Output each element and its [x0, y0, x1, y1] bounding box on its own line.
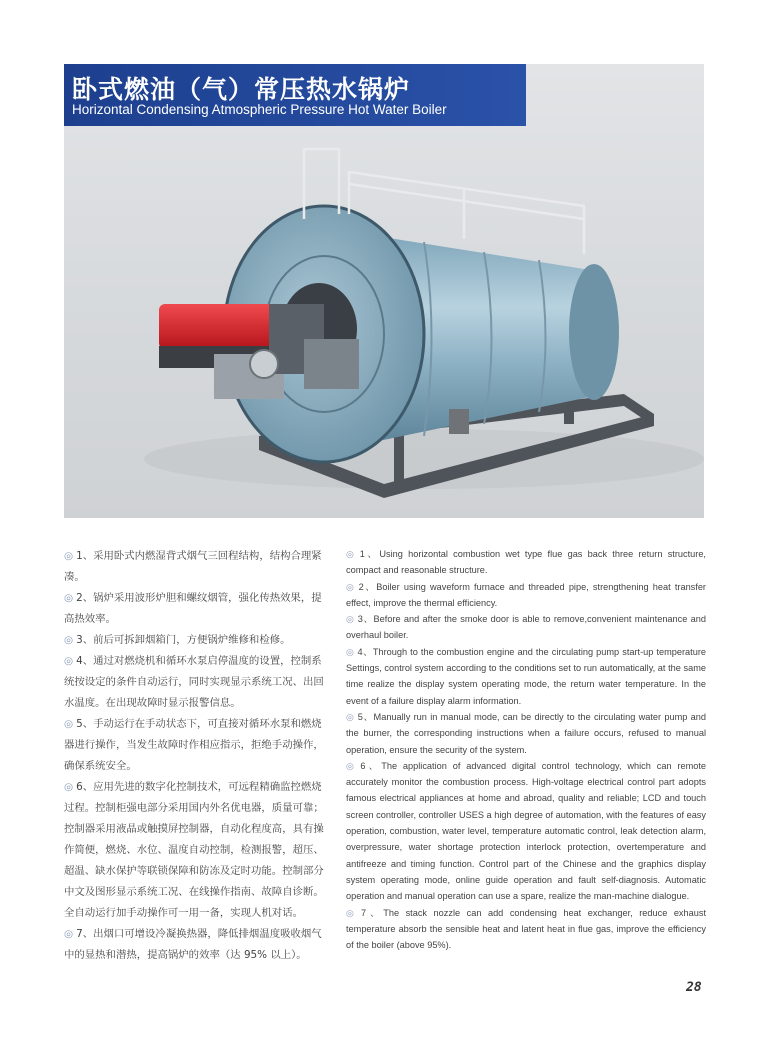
bullet-icon: ◎	[346, 711, 355, 722]
bullet-icon: ◎	[346, 760, 358, 771]
feature-item-cn: ◎ 3、前后可拆卸烟箱门，方便锅炉维修和检修。	[64, 634, 291, 646]
bullet-icon: ◎	[64, 781, 74, 793]
feature-item-en: ◎ 5、Manually run in manual mode, can be directly to the circulating water pump and the burner, the corresponding instructions when a failure occurs, refused to manual operation, ensure the security of the system.	[346, 711, 706, 755]
bullet-icon: ◎	[64, 634, 74, 646]
feature-item-cn: ◎ 7、出烟口可增设冷凝换热器，降低排烟温度吸收烟气中的显热和潜热，提高锅炉的效率（达 95% 以上）。	[64, 928, 322, 961]
bullet-icon: ◎	[346, 549, 357, 559]
bullet-icon: ◎	[64, 550, 74, 562]
feature-item-en: ◎ 4、Through to the combustion engine and the circulating pump start-up temperature Settings, control system according to the conditions set to run automatically, at the same time realize the display system operating mode, the return water temperature. In the event of a failure display alarm information.	[346, 646, 706, 706]
page-title-en: Horizontal Condensing Atmospheric Pressure Hot Water Boiler	[72, 102, 447, 117]
feature-item-cn: ◎ 5、手动运行在手动状态下，可直接对循环水泵和燃烧器进行操作，当发生故障时作相应指示，拒绝手动操作，确保系统安全。	[64, 718, 324, 772]
bullet-icon: ◎	[64, 592, 74, 604]
bullet-icon: ◎	[346, 581, 356, 592]
feature-item-cn: ◎ 4、通过对燃烧机和循环水泵启停温度的设置，控制系统按设定的条件自动运行，同时实现显示系统工况、出回水温度。在出现故障时显示报警信息。	[64, 655, 324, 709]
product-photo	[64, 64, 704, 518]
page-number: 28	[686, 980, 702, 995]
feature-item-cn: ◎ 1、采用卧式内燃湿背式烟气三回程结构，结构合理紧凑。	[64, 550, 322, 583]
boiler-illustration	[64, 64, 704, 518]
features-list-en	[346, 546, 706, 953]
page-title-cn: 卧式燃油（气）常压热水锅炉	[72, 75, 411, 104]
feature-item-en: ◎ 1、Using horizontal combustion wet type flue gas back three return structure, compact and reasonable structure.	[346, 549, 706, 576]
feature-item-cn: ◎ 6、应用先进的数字化控制技术，可远程精确监控燃烧过程。控制柜强电部分采用国内外名优电器，质量可靠；控制器采用液晶或触摸屏控制器，自动化程度高，具有操作简便，燃烧、水位、温度自动控制，检测报警，超压、超温、缺水保护等联锁保障和防冻及定时功能。控制部分中文及图形显示系统工况、在线操作指南、故障自诊断。全自动运行加手动操作可一用一备，实现人机对话。	[64, 781, 324, 919]
feature-item-en: ◎ 3、Before and after the smoke door is able to remove,convenient maintenance and overhaul boiler.	[346, 614, 706, 641]
feature-item-cn: ◎ 2、锅炉采用波形炉胆和螺纹烟管，强化传热效果，提高热效率。	[64, 592, 322, 625]
bullet-icon: ◎	[346, 907, 358, 918]
features-list-cn	[64, 546, 326, 966]
feature-item-en: ◎ 7、The stack nozzle can add condensing heat exchanger, reduce exhaust temperature absorb the sensible heat and latent heat in flue gas, improve the efficiency of the boiler (above 95%).	[346, 907, 706, 951]
bullet-icon: ◎	[64, 655, 74, 667]
bullet-icon: ◎	[346, 646, 355, 657]
title-banner	[64, 64, 526, 126]
feature-item-en: ◎ 2、Boiler using waveform furnace and threaded pipe, strengthening heat transfer effect, improve the thermal efficiency.	[346, 581, 706, 608]
bullet-icon: ◎	[346, 614, 355, 625]
feature-item-en: ◎ 6、The application of advanced digital control technology, which can remote accurately monitor the combustion process. High-voltage electrical control part adopts famous electrical appliances at home and abroad, quality and reliable; LCD and touch screen controller, controller USES a high degree of automation, with the features of easy operation, combustion, water level, temperature automatic control, leak detection alarm, overpressure, water shortage protection interlock protection, overtemperature and antifreeze and timing function. Control part of the Chinese and the graphics display system operating mode, online guide operation and fault self-diagnosis. Automatic operation and manual operation can use a spare, realize the man-machine dialogue.	[346, 760, 706, 902]
bullet-icon: ◎	[64, 718, 74, 730]
bullet-icon: ◎	[64, 928, 74, 940]
